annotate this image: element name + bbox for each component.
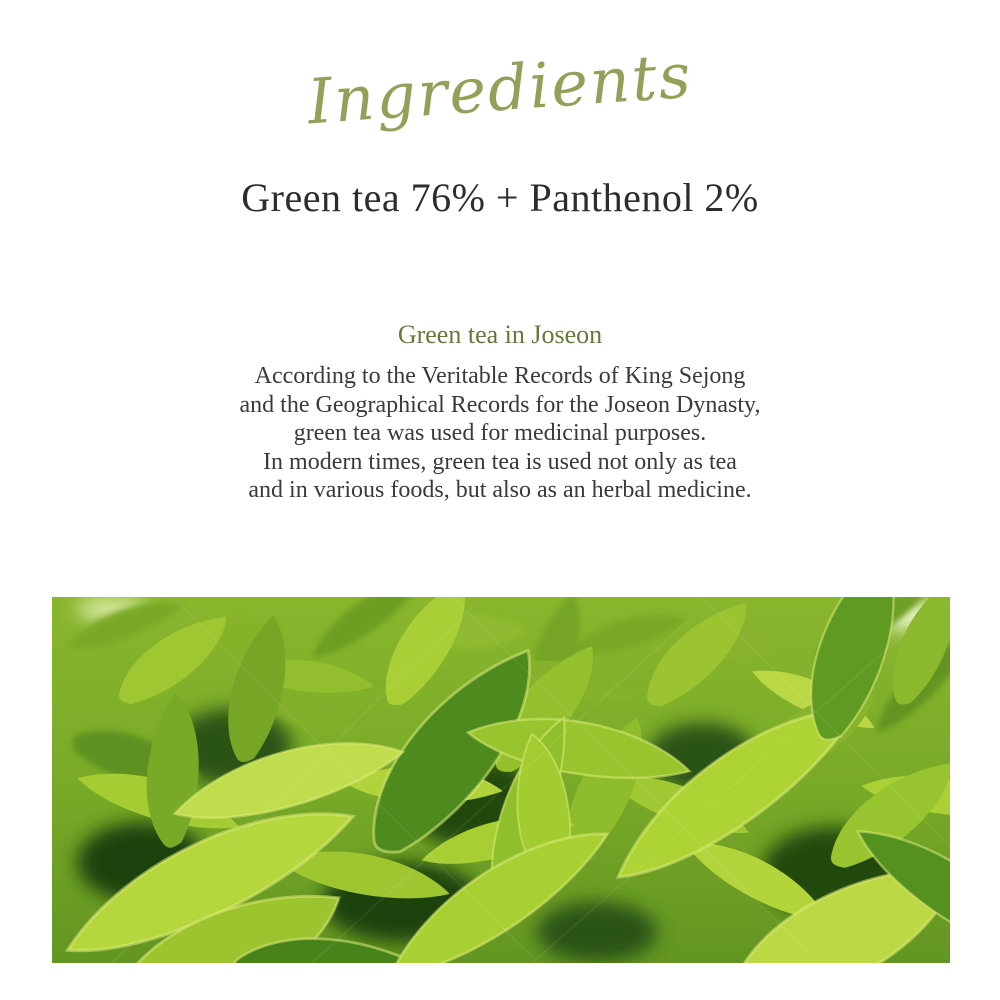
- tea-leaves-illustration: [52, 597, 950, 963]
- paragraph-line: In modern times, green tea is used not only as tea: [263, 448, 737, 475]
- paragraph-line: According to the Veritable Records of King Sejong: [254, 363, 746, 389]
- ingredients-script-heading: Ingredients: [305, 38, 695, 139]
- paragraph-line: and in various foods, but also as an herbal medicine.: [248, 477, 752, 504]
- paragraph-line: green tea was used for medicinal purposes.: [293, 420, 707, 447]
- paragraph-line: and the Geographical Records for the Joseon Dynasty,: [239, 391, 761, 418]
- section-heading-green-tea-in-joseon: Green tea in Joseon: [397, 320, 603, 349]
- ingredients-summary-title: Green tea 76% + Panthenol 2%: [241, 175, 759, 220]
- tea-leaves-photo: [52, 597, 950, 963]
- section-paragraph: [0, 362, 1000, 505]
